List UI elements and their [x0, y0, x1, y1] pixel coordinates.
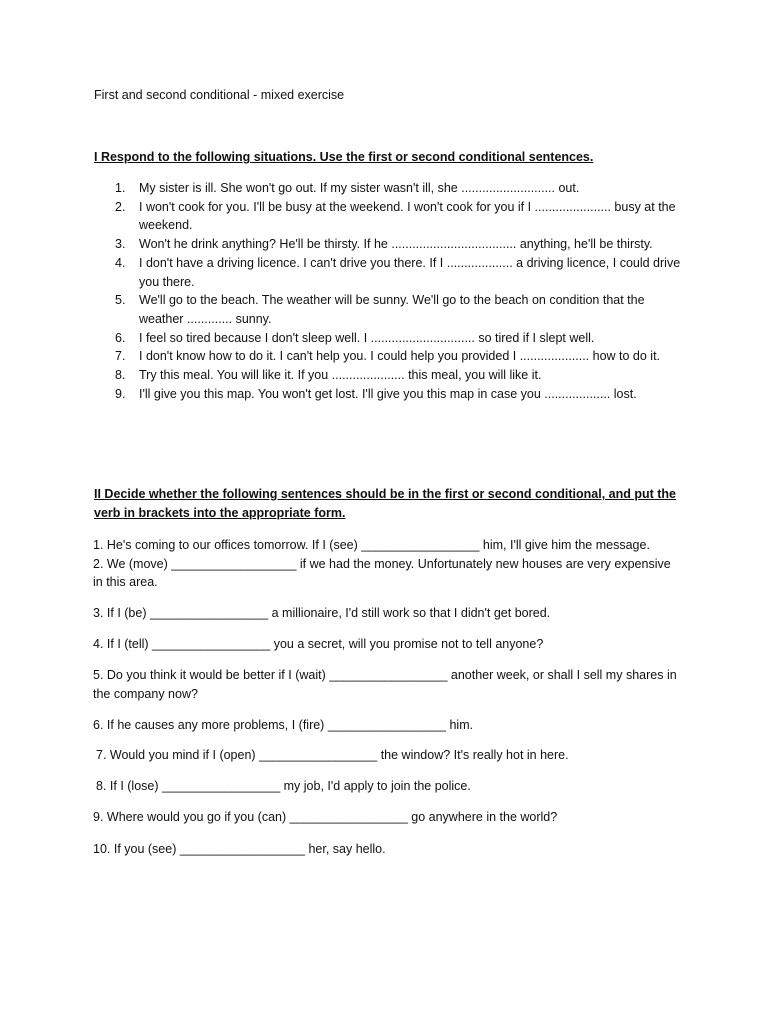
- item-number: 4.: [115, 255, 126, 270]
- list-item: [94, 235, 684, 254]
- item-number: 7.: [115, 349, 126, 364]
- exercise-group-1-2: [93, 536, 683, 592]
- item-text: I'll give you this map. You won't get lost. I'll give you this map in case you ................... lost.: [139, 387, 637, 402]
- item-number: 1.: [115, 181, 126, 195]
- exercise-sentence-4: 4. If I (tell) _________________ you a secret, will you promise not to tell anyone?: [93, 637, 544, 651]
- item-number: 6.: [115, 330, 126, 345]
- list-item: [94, 198, 684, 235]
- item-text: We'll go to the beach. The weather will be sunny. We'll go to the beach on condition that the weather ............. sunny.: [139, 293, 645, 326]
- item-text: Won't he drink anything? He'll be thirsty. If he .................................... anything, he'll be thirsty.: [139, 237, 653, 252]
- list-item: [94, 385, 684, 404]
- exercise-sentence-6: 6. If he causes any more problems, I (fire) _________________ him.: [93, 718, 474, 732]
- section-1-heading: I Respond to the following situations. Use the first or second conditional sentences.: [94, 150, 594, 164]
- item-number: 9.: [115, 387, 126, 402]
- exercise-sentence-2: 2. We (move) __________________ if we had the money. Unfortunately new houses are very expensive in this area.: [93, 556, 671, 590]
- exercise-sentence-1: 1. He's coming to our offices tomorrow. If I (see) _________________ him, I'll give him the message.: [93, 538, 650, 552]
- document-title: First and second conditional - mixed exercise: [94, 88, 345, 102]
- exercise-sentence-5: 5. Do you think it would be better if I (wait) _________________ another week, or shall I sell my shares in the company now?: [93, 668, 677, 701]
- item-number: 8.: [115, 368, 126, 383]
- exercise-sentence-9: 9. Where would you go if you (can) _________________ go anywhere in the world?: [93, 810, 558, 824]
- list-item: [94, 179, 684, 198]
- item-text: My sister is ill. She won't go out. If my sister wasn't ill, she ........................... out.: [139, 181, 580, 195]
- list-item: [94, 254, 684, 291]
- item-number: 3.: [115, 237, 126, 252]
- section-2-heading: II Decide whether the following sentences should be in the first or second conditional, and put the verb in brackets into the appropriate form.: [94, 487, 677, 520]
- section-1-list: [94, 179, 684, 404]
- list-item: [94, 329, 684, 348]
- exercise-sentence-3: 3. If I (be) _________________ a millionaire, I'd still work so that I didn't get bored.: [93, 606, 551, 620]
- item-text: Try this meal. You will like it. If you ..................... this meal, you will like it.: [139, 368, 542, 383]
- exercise-sentence-10: 10. If you (see) __________________ her, say hello.: [93, 842, 386, 856]
- item-text: I won't cook for you. I'll be busy at the weekend. I won't cook for you if I ...................... busy at the weekend.: [139, 199, 676, 233]
- item-number: 2.: [115, 199, 126, 214]
- exercise-sentence-8: 8. If I (lose) _________________ my job, I'd apply to join the police.: [96, 779, 471, 793]
- list-item: [94, 347, 684, 366]
- exercise-sentence-7: 7. Would you mind if I (open) _________________ the window? It's really hot in here.: [96, 748, 569, 762]
- item-text: I don't know how to do it. I can't help you. I could help you provided I .................... how to do it.: [139, 349, 661, 364]
- list-item: [94, 291, 684, 328]
- item-text: I don't have a driving licence. I can't drive you there. If I ................... a driving licence, I could drive you there.: [139, 255, 681, 289]
- item-text: I feel so tired because I don't sleep well. I .............................. so tired if I slept well.: [139, 330, 595, 345]
- item-number: 5.: [115, 293, 126, 308]
- list-item: [94, 366, 684, 385]
